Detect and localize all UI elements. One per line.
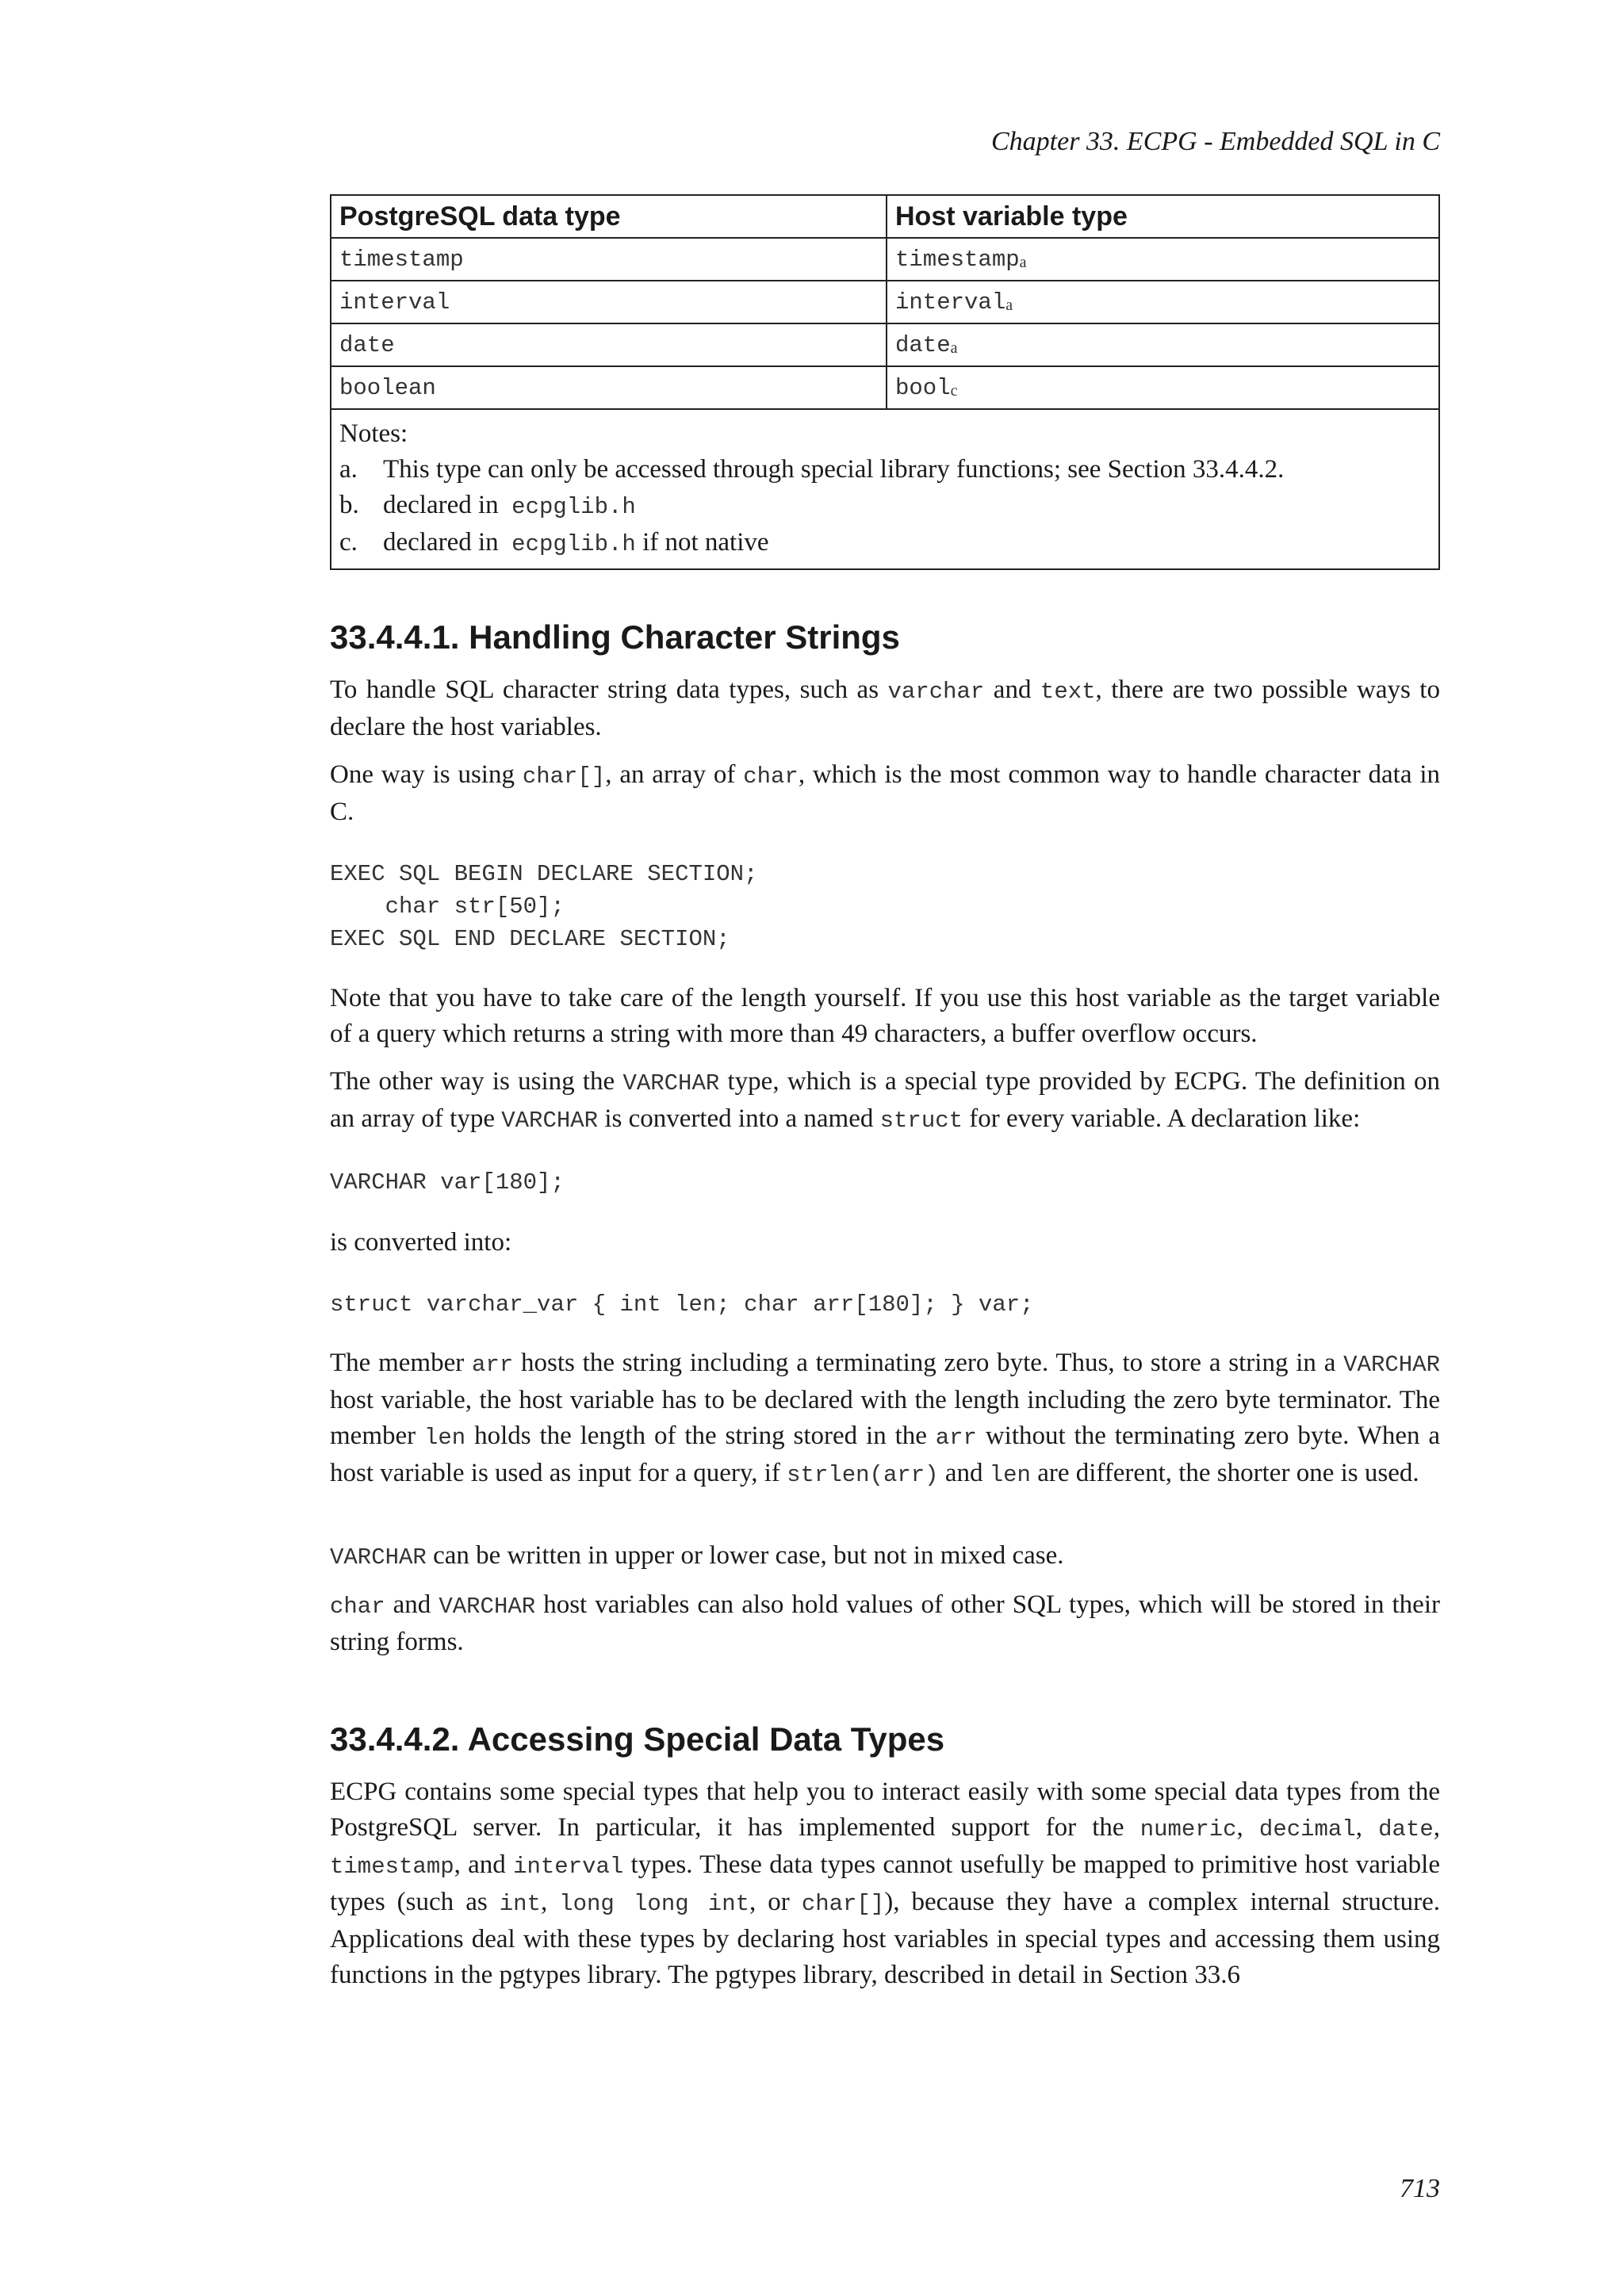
host-type-text: timestamp: [895, 246, 1020, 273]
page-number: 713: [1400, 2174, 1440, 2203]
note-item: [339, 525, 1431, 562]
note-item: [339, 452, 1431, 488]
table-notes: [331, 409, 1439, 569]
paragraph: Note that you have to take care of the length yourself. If you use this host variable as the target variable of a query which returns a string with more than 49 characters, a buffer overflow occurs.: [330, 984, 1440, 1048]
table-header-row: [331, 195, 1439, 238]
host-type-text: interval: [895, 289, 1006, 316]
table-row: [331, 366, 1439, 409]
note-code: ecpglib.h: [511, 531, 636, 557]
paragraph: char and VARCHAR host variables can also hold values of other SQL types, which will be stored in their string forms.: [330, 1590, 1440, 1656]
paragraph: The member arr hosts the string including a terminating zero byte. Thus, to store a string in a VARCHAR host variable, the host variable has to be declared with the length including the zero byte terminator. The member len holds the length of the string stored in the arr without the terminating zero byte. When a host variable is used as input for a query, if strlen(arr) and len are different, the shorter one is used.: [330, 1349, 1440, 1488]
cell-pg-type: boolean: [331, 366, 887, 409]
note-letter: a.: [339, 455, 358, 484]
running-head: Chapter 33. ECPG - Embedded SQL in C: [990, 127, 1440, 156]
code-block-struct: struct varchar_var { int len; char arr[180]; } var;: [330, 1292, 1034, 1318]
table-row: [331, 323, 1439, 366]
cell-pg-type: timestamp: [331, 238, 887, 281]
note-letter: c.: [339, 528, 358, 557]
notes-title: Notes:: [339, 419, 408, 448]
footnote-marker: a: [950, 339, 958, 357]
cell-pg-type: interval: [331, 281, 887, 323]
column-header-host-type: Host variable type: [887, 195, 1439, 238]
note-text-part: if not native: [635, 528, 769, 557]
paragraph: VARCHAR can be written in upper or lower case, but not in mixed case.: [330, 1541, 1064, 1571]
table-notes-row: [331, 409, 1439, 569]
note-text: [383, 525, 769, 562]
cell-host-type: [887, 323, 1439, 366]
footnote-marker: a: [1019, 253, 1027, 271]
note-text-part: declared in: [383, 528, 505, 557]
paragraph: To handle SQL character string data types, such as varchar and text, there are two possible ways to declare the host variables.: [330, 675, 1440, 741]
code-block-declare: EXEC SQL BEGIN DECLARE SECTION; char str[50]; EXEC SQL END DECLARE SECTION;: [330, 861, 758, 952]
type-mapping-table: [330, 194, 1440, 570]
code-block-varchar: VARCHAR var[180];: [330, 1169, 565, 1196]
footnote-marker: c: [950, 381, 958, 400]
paragraph: is converted into:: [330, 1228, 512, 1257]
paragraph: The other way is using the VARCHAR type, which is a special type provided by ECPG. The definition on an array of type VARCHAR is converted into a named struct for every variable. A declaration like:: [330, 1067, 1440, 1134]
note-text-part: declared in: [383, 491, 505, 519]
table-row: [331, 238, 1439, 281]
paragraph: ECPG contains some special types that help you to interact easily with some special data types from the PostgreSQL server. In particular, it has implemented support for the numeric, decimal, date, timestamp, and interval types. These data types cannot usefully be mapped to primitive host variable types (such as int, long long int, or char[]), because they have a complex internal structure. Applications deal with these types by declaring host variables in special types and accessing them using functions in the pgtypes library. The pgtypes library, described in detail in Section 33.6: [330, 1777, 1441, 1989]
note-item: [339, 488, 1431, 525]
cell-host-type: [887, 281, 1439, 323]
cell-host-type: [887, 366, 1439, 409]
host-type-text: bool: [895, 374, 951, 401]
note-text: [383, 488, 636, 525]
section-heading-character-strings: 33.4.4.1. Handling Character Strings: [330, 618, 900, 656]
note-text-part: This type can only be accessed through special library functions; see Section 33.4.4.2.: [383, 455, 1285, 484]
paragraph: One way is using char[], an array of char, which is the most common way to handle character data in C.: [330, 760, 1440, 826]
note-letter: b.: [339, 491, 359, 519]
cell-pg-type: date: [331, 323, 887, 366]
note-text: [383, 452, 1284, 488]
table-row: [331, 281, 1439, 323]
section-heading-special-data-types: 33.4.4.2. Accessing Special Data Types: [330, 1720, 945, 1758]
footnote-marker: a: [1005, 296, 1013, 314]
note-code: ecpglib.h: [511, 494, 636, 520]
cell-host-type: [887, 238, 1439, 281]
host-type-text: date: [895, 331, 951, 358]
column-header-pg-type: PostgreSQL data type: [331, 195, 887, 238]
